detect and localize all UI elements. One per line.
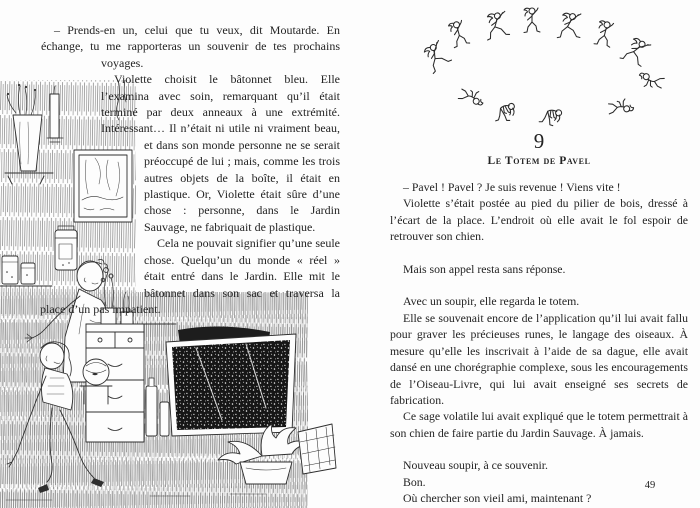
right-page-text bbox=[390, 179, 688, 507]
body-paragraph: Bon. bbox=[403, 474, 426, 489]
body-paragraph: – Pavel ! Pavel ? Je suis revenue ! Viens vite ! bbox=[403, 180, 621, 194]
body-paragraph: Où chercher son vieil ami, maintenant ? bbox=[403, 491, 592, 506]
chapter-title: Le Totem de Pavel bbox=[487, 155, 591, 167]
text-wrap-spacer bbox=[40, 137, 144, 289]
body-paragraph: Violette s’était postée au pied du pilier de bois, dressé à l’écart de la place. L’endroit où elle avait le fol espoir de retrouver son chien. bbox=[390, 196, 688, 244]
body-paragraph: Mais son appel resta sans réponse. bbox=[403, 261, 566, 276]
body-paragraph: Nouveau soupir, à ce souvenir. bbox=[403, 458, 548, 473]
text-wrap-spacer bbox=[40, 71, 101, 137]
body-paragraph: Cela ne pouvait signifier qu’une seule chose. Quelqu’un du monde « réel » était entré dans le Jardin. Elle mit le bâtonnet dans son sac et traversa la place d’un pas impatient. bbox=[40, 236, 340, 316]
chapter-number: 9 bbox=[533, 129, 545, 153]
body-paragraph: Ce sage volatile lui avait expliqué que le totem permettrait à son chien de faire partie du Jardin Sauvage. À jamais. bbox=[390, 409, 688, 440]
left-page-text bbox=[40, 22, 340, 317]
body-paragraph: Elle se souvenait encore de l’application qu’il lui avait fallu pour graver les précieuses runes, le langage des oiseaux. À mesure qu’elle les inscrivait à l’aide de sa dague, elle avait dansé en une chorégraphie complexe, sous les encouragements de l’Oiseau-Livre, qui lui avait enseigné ses secrets de fabrication. bbox=[390, 310, 688, 407]
page-number: 49 bbox=[644, 480, 656, 491]
body-paragraph: Avec un soupir, elle regarda le totem. bbox=[403, 294, 580, 309]
body-paragraph: – Prends-en un, celui que tu veux, dit Moutarde. En échange, tu me rapporteras un souvenir de tes prochains voyages. bbox=[41, 23, 340, 70]
dancing-figures-ring-illustration bbox=[418, 6, 686, 136]
body-paragraph: Violette choisit le bâtonnet bleu. Elle l’examina avec soin, remarquant qu’il était terminé par deux anneaux à une extrémité. Intéressant… Il n’était ni utile ni vraiment beau, et dans son monde personne ne se serait préoccupé de lui ; mais, comme les trois autres objets de la boîte, il était en plastique. Or, Violette était sûre d’une chose : personne, dans le Jardin Sauvage, ne fabriquait de plastique. bbox=[101, 72, 340, 234]
